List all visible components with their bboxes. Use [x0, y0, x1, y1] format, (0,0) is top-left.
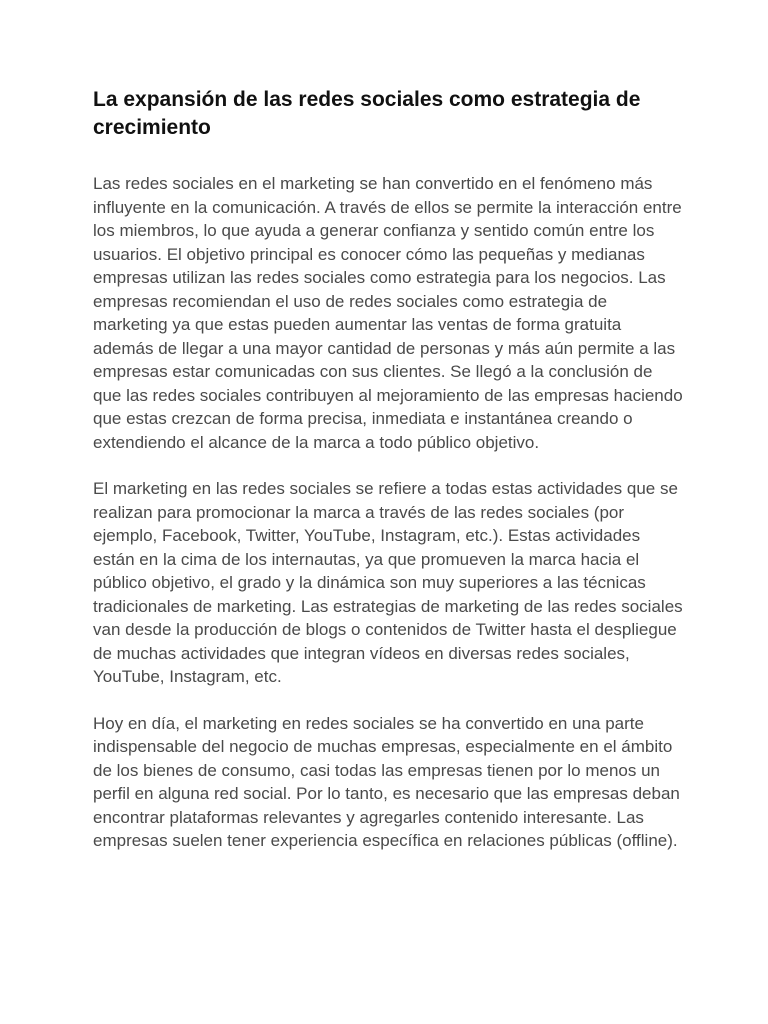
- document-title: La expansión de las redes sociales como estrategia de crecimiento: [93, 88, 641, 139]
- paragraph-1: Las redes sociales en el marketing se han convertido en el fenómeno más influyente en la comunicación. A través de ellos se permite la interacción entre los miembros, lo que ayuda a generar confianza y sentido común entre los usuarios. El objetivo principal es conocer cómo las pequeñas y medianas empresas utilizan las redes sociales como estrategia para los negocios. Las empresas recomiendan el uso de redes sociales como estrategia de marketing ya que estas pueden aumentar las ventas de forma gratuita además de llegar a una mayor cantidad de personas y más aún permite a las empresas estar comunicadas con sus clientes. Se llegó a la conclusión de que las redes sociales contribuyen al mejoramiento de las empresas haciendo que estas crezcan de forma precisa, inmediata e instantánea creando o extendiendo el alcance de la marca a todo público objetivo.: [93, 174, 683, 452]
- paragraph-2: El marketing en las redes sociales se refiere a todas estas actividades que se realizan para promocionar la marca a través de las redes sociales (por ejemplo, Facebook, Twitter, YouTube, Instagram, etc.). Estas actividades están en la cima de los internautas, ya que promueven la marca hacia el público objetivo, el grado y la dinámica son muy superiores a las técnicas tradicionales de marketing. Las estrategias de marketing de las redes sociales van desde la producción de blogs o contenidos de Twitter hasta el despliegue de muchas actividades que integran vídeos en diversas redes sociales, YouTube, Instagram, etc.: [93, 479, 683, 686]
- paragraph-3: Hoy en día, el marketing en redes sociales se ha convertido en una parte indispensable del negocio de muchas empresas, especialmente en el ámbito de los bienes de consumo, casi todas las empresas tienen por lo menos un perfil en alguna red social. Por lo tanto, es necesario que las empresas deban encontrar plataformas relevantes y agregarles contenido interesante. Las empresas suelen tener experiencia específica en relaciones públicas (offline).: [93, 713, 680, 850]
- document-page: [93, 86, 683, 853]
